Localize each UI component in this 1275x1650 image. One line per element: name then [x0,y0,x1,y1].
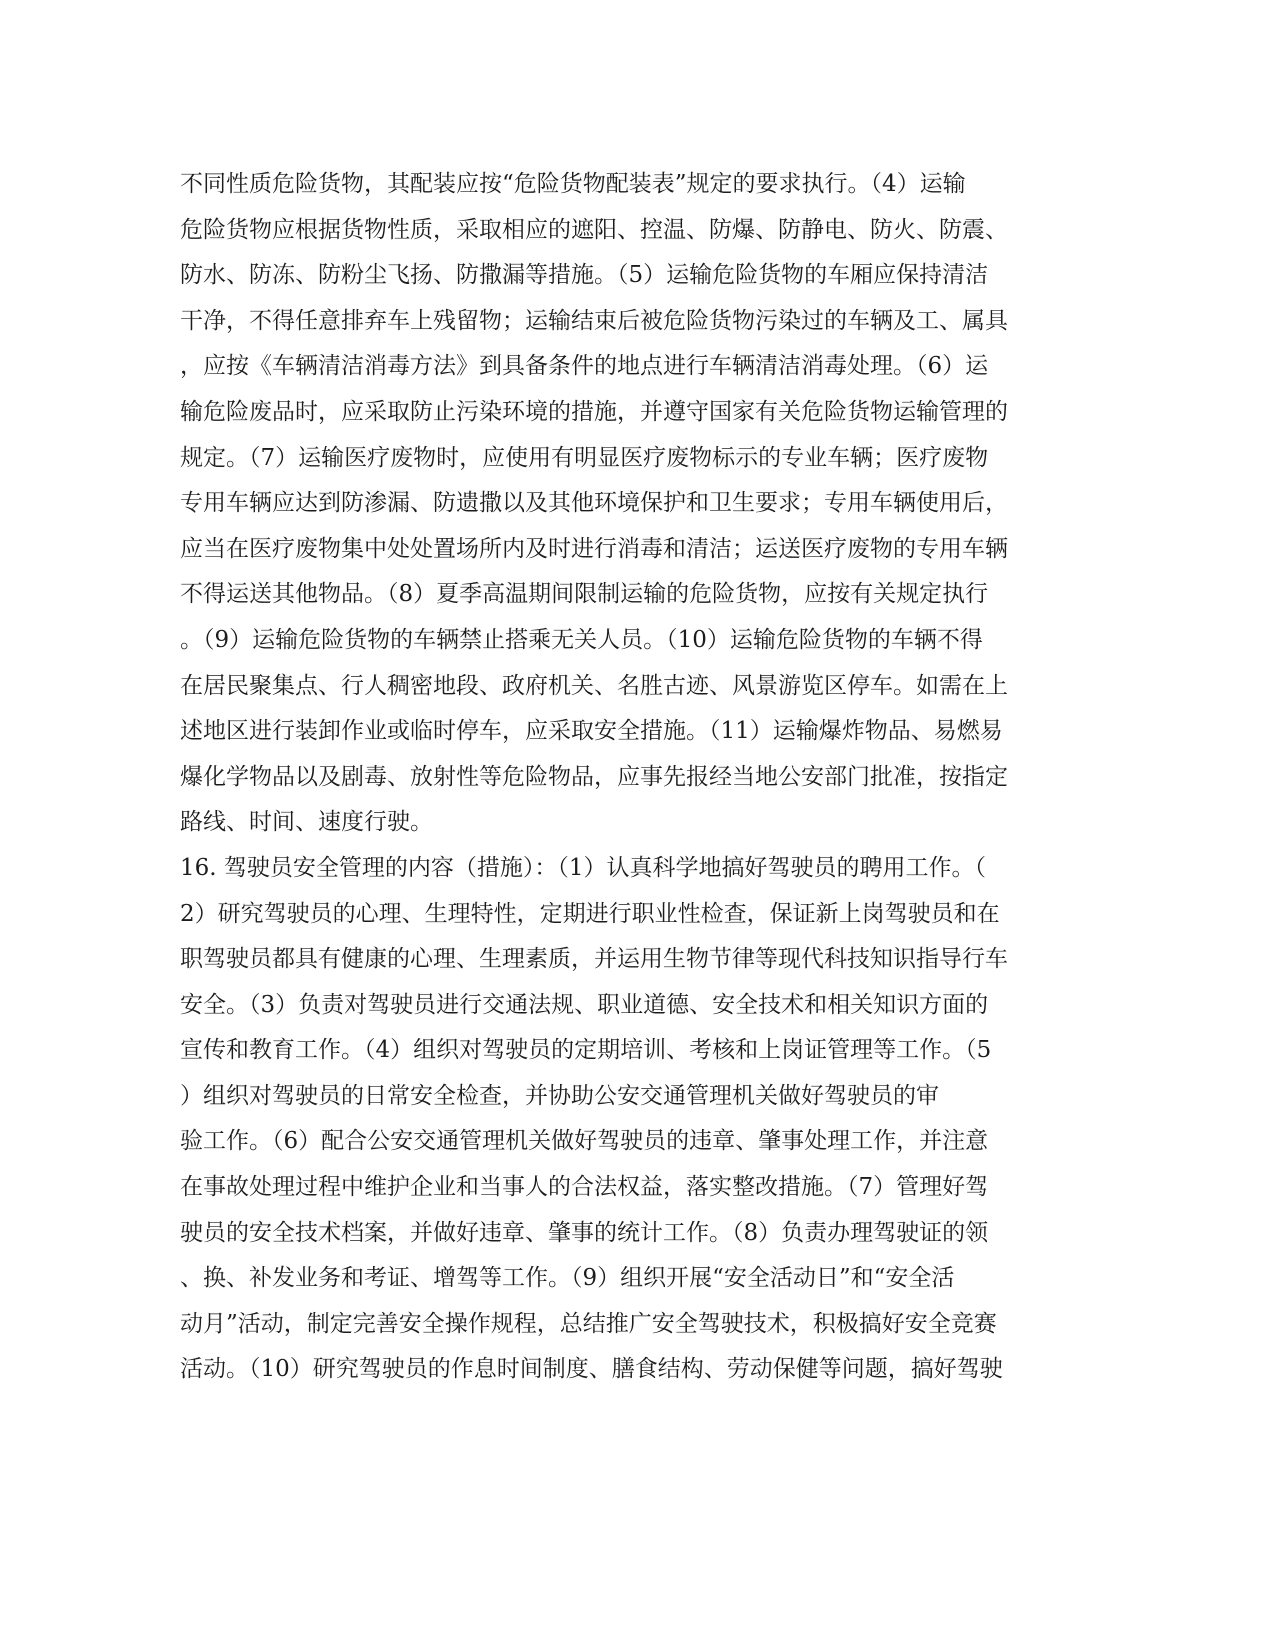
text-line: 干净，不得任意排弃车上残留物；运输结束后被危险货物污染过的车辆及工、属具 [180,307,1008,334]
text-line: 驶员的安全技术档案，并做好违章、肇事的统计工作。（8）负责办理驾驶证的领 [180,1219,989,1246]
text-line: 在居民聚集点、行人稠密地段、政府机关、名胜古迹、风景游览区停车。如需在上 [180,672,1008,699]
text-line: 不得运送其他物品。（8）夏季高温期间限制运输的危险货物，应按有关规定执行 [180,581,989,608]
text-line: 专用车辆应达到防渗漏、防遗撒以及其他环境保护和卫生要求；专用车辆使用后， [180,490,1008,517]
text-line: ）组织对驾驶员的日常安全检查，并协助公安交通管理机关做好驾驶员的审 [180,1082,939,1109]
text-line: 不同性质危险货物，其配装应按“危险货物配装表”规定的要求执行。（4）运输 [180,171,966,197]
text-line: 在事故处理过程中维护企业和当事人的合法权益，落实整改措施。（7）管理好驾 [180,1174,989,1201]
text-line: ，应按《车辆清洁消毒方法》到具备条件的地点进行车辆清洁消毒处理。（6）运 [180,353,989,380]
text-line: 述地区进行装卸作业或临时停车，应采取安全措施。（11）运输爆炸物品、易燃易 [180,718,1003,745]
text-line: 、换、补发业务和考证、增驾等工作。（9）组织开展“安全活动日”和“安全活 [180,1265,955,1292]
text-line: 输危险废品时，应采取防止污染环境的措施，并遵守国家有关危险货物运输管理的 [180,398,1008,425]
text-line: 应当在医疗废物集中处处置场所内及时进行消毒和清洁；运送医疗废物的专用车辆 [180,535,1008,562]
text-line: 爆化学物品以及剧毒、放射性等危险物品，应事先报经当地公安部门批准，按指定 [180,763,1008,790]
text-line: 路线、时间、速度行驶。 [180,809,433,836]
text-line: 。（9）运输危险货物的车辆禁止搭乘无关人员。（10）运输危险货物的车辆不得 [180,626,983,653]
body-text [180,162,1060,1393]
text-line: 防水、防冻、防粉尘飞扬、防撒漏等措施。（5）运输危险货物的车厢应保持清洁 [180,262,989,289]
text-line: 安全。（3）负责对驾驶员进行交通法规、职业道德、安全技术和相关知识方面的 [180,991,989,1018]
text-line: 职驾驶员都具有健康的心理、生理素质，并运用生物节律等现代科技知识指导行车 [180,946,1008,973]
text-line: 宣传和教育工作。（4）组织对驾驶员的定期培训、考核和上岗证管理等工作。（5 [180,1037,992,1064]
text-line: 动月”活动，制定完善安全操作规程，总结推广安全驾驶技术，积极搞好安全竞赛 [180,1310,997,1337]
text-line: 规定。（7）运输医疗废物时，应使用有明显医疗废物标示的专业车辆；医疗废物 [180,444,989,471]
text-line: 危险货物应根据货物性质，采取相应的遮阳、控温、防爆、防静电、防火、防震、 [180,216,1008,243]
text-line: 验工作。（6）配合公安交通管理机关做好驾驶员的违章、肇事处理工作，并注意 [180,1128,989,1155]
text-line: 2）研究驾驶员的心理、生理特性，定期进行职业性检查，保证新上岗驾驶员和在 [180,900,1000,927]
text-line: 活动。（10）研究驾驶员的作息时间制度、膳食结构、劳动保健等问题，搞好驾驶 [180,1356,1003,1383]
section-heading-line: 16. 驾驶员安全管理的内容（措施）：（1）认真科学地搞好驾驶员的聘用工作。（ [180,854,987,881]
